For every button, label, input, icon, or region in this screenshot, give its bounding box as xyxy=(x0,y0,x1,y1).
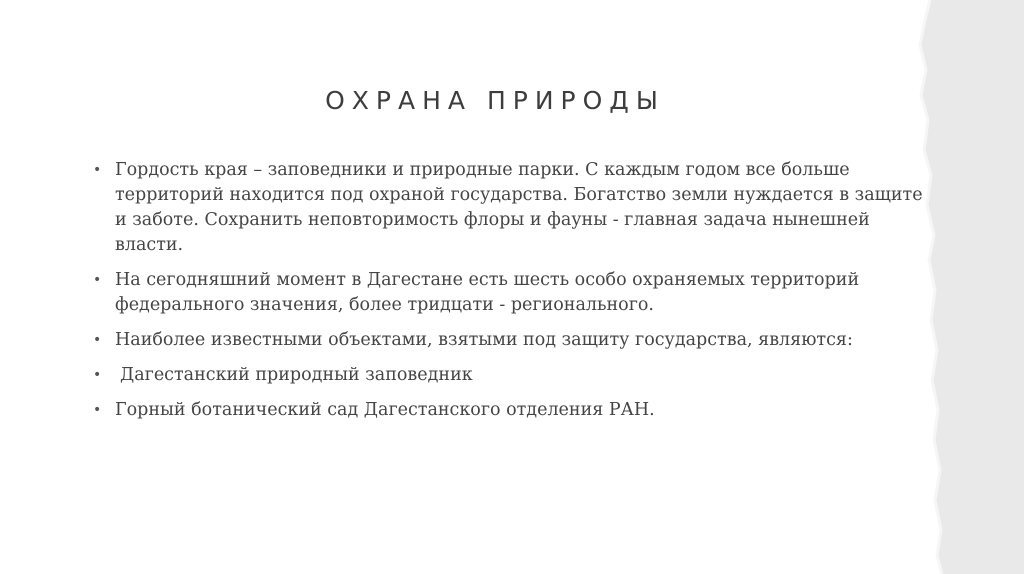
bullet-dot: • xyxy=(93,332,102,348)
bullet-list xyxy=(93,158,923,433)
bullet-item xyxy=(93,158,923,258)
bullet-dot: • xyxy=(93,272,102,288)
bullet-dot: • xyxy=(93,402,102,418)
slide-title: ОХРАНА ПРИРОДЫ xyxy=(325,86,665,115)
bullet-text: Горный ботанический сад Дагестанского отделения РАН. xyxy=(115,400,655,420)
bullet-text: Гордость края – заповедники и природные парки. С каждым годом все больше территорий находится под охраной государства. Богатство земли нуждается в защите и заботе. Сохранить неповторимость флоры и фауны - главная задача нынешней власти. xyxy=(115,160,923,255)
bullet-text: На сегодняшний момент в Дагестане есть шесть особо охраняемых территорий федерального значения, более тридцати - регионального. xyxy=(115,270,860,315)
bullet-dot: • xyxy=(93,367,102,383)
bullet-item xyxy=(93,268,923,318)
bullet-item xyxy=(93,328,923,353)
bullet-item xyxy=(93,398,923,423)
bullet-dot: • xyxy=(93,162,102,178)
bullet-text: Дагестанский природный заповедник xyxy=(120,365,473,385)
bullet-text: Наиболее известными объектами, взятыми под защиту государства, являются: xyxy=(115,330,853,350)
bullet-item xyxy=(93,363,923,388)
